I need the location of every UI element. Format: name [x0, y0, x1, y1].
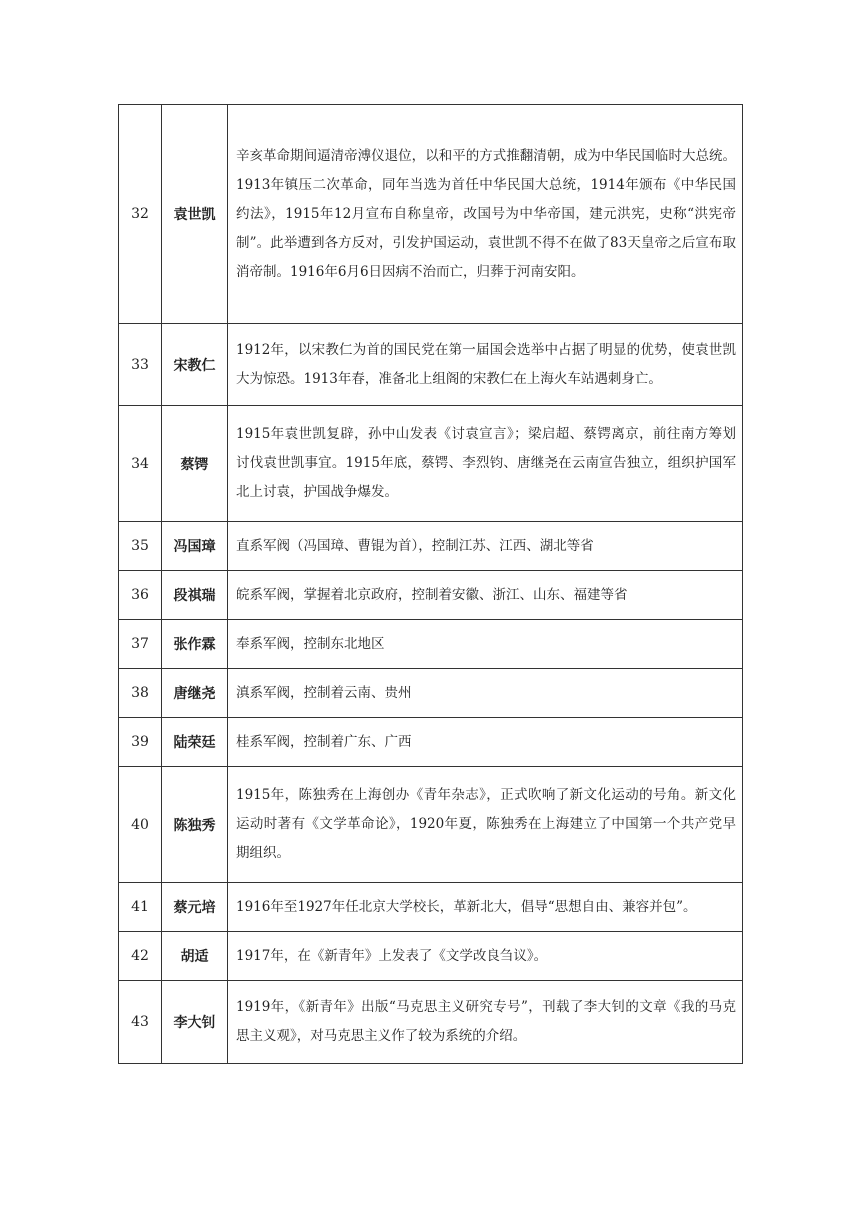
row-number: 42: [119, 932, 162, 981]
person-name: 陈独秀: [162, 767, 228, 883]
person-description: 1919年，《新青年》出版“马克思主义研究专号”，刊载了李大钊的文章《我的马克思主义观》，对马克思主义作了较为系统的介绍。: [228, 981, 743, 1064]
person-name: 胡适: [162, 932, 228, 981]
person-name: 袁世凯: [162, 105, 228, 324]
row-number: 33: [119, 324, 162, 406]
row-number: 34: [119, 406, 162, 522]
person-description: 直系军阀（冯国璋、曹锟为首），控制江苏、江西、湖北等省: [228, 522, 743, 571]
person-description: 奉系军阀，控制东北地区: [228, 620, 743, 669]
table-row: [119, 324, 743, 406]
person-description: 滇系军阀，控制着云南、贵州: [228, 669, 743, 718]
table-row: [119, 105, 743, 324]
table-row: [119, 981, 743, 1064]
table-row: [119, 767, 743, 883]
person-description: 辛亥革命期间逼清帝溥仪退位，以和平的方式推翻清朝，成为中华民国临时大总统。1913年镇压二次革命，同年当选为首任中华民国大总统，1914年颁布《中华民国约法》，1915年12月宣布自称皇帝，改国号为中华帝国，建元洪宪，史称“洪宪帝制”。此举遭到各方反对，引发护国运动，袁世凯不得不在做了83天皇帝之后宣布取消帝制。1916年6月6日因病不治而亡，归葬于河南安阳。: [228, 105, 743, 324]
row-number: 32: [119, 105, 162, 324]
table-row: [119, 571, 743, 620]
person-name: 李大钊: [162, 981, 228, 1064]
person-description: 皖系军阀，掌握着北京政府，控制着安徽、浙江、山东、福建等省: [228, 571, 743, 620]
person-description: 1917年，在《新青年》上发表了《文学改良刍议》。: [228, 932, 743, 981]
person-description: 1912年，以宋教仁为首的国民党在第一届国会选举中占据了明显的优势，使袁世凯大为惊恐。1913年春，准备北上组阁的宋教仁在上海火车站遇刺身亡。: [228, 324, 743, 406]
person-name: 冯国璋: [162, 522, 228, 571]
person-name: 蔡元培: [162, 883, 228, 932]
table-row: [119, 620, 743, 669]
person-name: 张作霖: [162, 620, 228, 669]
table-row: [119, 883, 743, 932]
row-number: 40: [119, 767, 162, 883]
table-row: [119, 932, 743, 981]
person-description: 1916年至1927年任北京大学校长，革新北大，倡导“思想自由、兼容并包”。: [228, 883, 743, 932]
person-name: 唐继尧: [162, 669, 228, 718]
table-row: [119, 406, 743, 522]
person-description: 1915年袁世凯复辟，孙中山发表《讨袁宣言》；梁启超、蔡锷离京，前往南方筹划讨伐袁世凯事宜。1915年底，蔡锷、李烈钧、唐继尧在云南宣告独立，组织护国军北上讨袁，护国战争爆发。: [228, 406, 743, 522]
history-figures-table: [118, 104, 743, 1064]
table-row: [119, 718, 743, 767]
row-number: 36: [119, 571, 162, 620]
row-number: 41: [119, 883, 162, 932]
row-number: 38: [119, 669, 162, 718]
row-number: 39: [119, 718, 162, 767]
person-description: 桂系军阀，控制着广东、广西: [228, 718, 743, 767]
row-number: 35: [119, 522, 162, 571]
person-description: 1915年，陈独秀在上海创办《青年杂志》，正式吹响了新文化运动的号角。新文化运动时著有《文学革命论》，1920年夏，陈独秀在上海建立了中国第一个共产党早期组织。: [228, 767, 743, 883]
table-row: [119, 669, 743, 718]
person-name: 蔡锷: [162, 406, 228, 522]
person-name: 宋教仁: [162, 324, 228, 406]
row-number: 37: [119, 620, 162, 669]
table-row: [119, 522, 743, 571]
row-number: 43: [119, 981, 162, 1064]
person-name: 陆荣廷: [162, 718, 228, 767]
person-name: 段祺瑞: [162, 571, 228, 620]
